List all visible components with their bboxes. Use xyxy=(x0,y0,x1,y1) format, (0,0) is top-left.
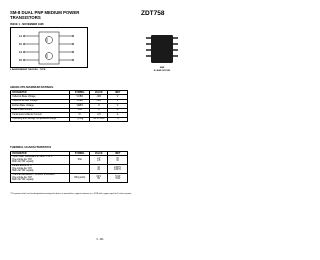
package-drawing xyxy=(143,29,183,67)
cell-symbol: ICM xyxy=(70,108,90,113)
cell-unit: V xyxy=(108,99,128,104)
pin-label: B1 xyxy=(19,43,23,46)
table-row xyxy=(11,156,128,165)
table-row xyxy=(11,174,128,183)
document-title: SM-8 DUAL PNP MEDIUM POWER TRANSISTORS xyxy=(10,10,80,21)
cell-parameter: Continuous Collector Current xyxy=(11,113,70,118)
header-unit: UNIT xyxy=(108,91,128,95)
header-value: VALUE xyxy=(90,152,108,156)
cell-parameter: Collector-Base Voltage xyxy=(11,95,70,100)
header-parameter: PARAMETER xyxy=(11,91,70,95)
abs-max-heading: ABSOLUTE MAXIMUM RATINGS. xyxy=(10,85,54,89)
header-value: VALUE xyxy=(90,91,108,95)
cell-value: -0.5 xyxy=(90,113,108,118)
cell-value: 2.0 2.5 xyxy=(90,156,108,165)
cell-symbol xyxy=(70,165,90,174)
cell-value: 62.5 50 xyxy=(90,174,108,183)
thermal-heading: THERMAL CHARACTERISTICS xyxy=(10,145,52,149)
cell-symbol: VCEO xyxy=(70,99,90,104)
cell-unit: W W xyxy=(108,156,128,165)
pin-label: B2 xyxy=(19,59,23,62)
table-row xyxy=(11,165,128,174)
header-unit: UNIT xyxy=(108,152,128,156)
cell-parameter: Emitter-Base Voltage xyxy=(11,104,70,109)
cell-symbol: IC xyxy=(70,113,90,118)
schematic-caption: 2 INDEPENDENT DEVICES - TYPE xyxy=(10,69,46,71)
part-number: ZDT758 xyxy=(141,10,165,17)
page-number: 3 - 341 xyxy=(96,239,104,241)
header-symbol: SYMBOL xyxy=(70,91,90,95)
cell-parameter: Peak Pulse Current xyxy=(11,108,70,113)
cell-symbol: Tj,Tstg xyxy=(70,117,90,122)
package-caption: SM8 8 LEAD SOT223 xyxy=(153,67,171,72)
table-row xyxy=(11,117,128,122)
thermal-table xyxy=(10,151,128,183)
issue-date: ISSUE 1 - NOVEMBER 1995 xyxy=(10,23,44,26)
cell-parameter: Operating and Storage Temperature Range xyxy=(11,117,70,122)
header-parameter: PARAMETER xyxy=(11,152,70,156)
cell-symbol: Rth(j-amb) xyxy=(70,174,90,183)
cell-unit: mW/°C mW/°C xyxy=(108,165,128,174)
pin-label: E1 xyxy=(19,35,23,38)
cell-unit: V xyxy=(108,95,128,100)
cell-value: 16 20 xyxy=(90,165,108,174)
cell-unit: A xyxy=(108,108,128,113)
cell-unit: A xyxy=(108,113,128,118)
package-image xyxy=(143,29,183,67)
header-symbol: SYMBOL xyxy=(70,152,90,156)
cell-unit: °C xyxy=(108,117,128,122)
cell-unit: V xyxy=(108,104,128,109)
cell-parameter: Thermal Resistance - Junction to Ambient* One single die 'ON' Both die 'ON' equally xyxy=(11,174,70,183)
footnote: * The power which can be dissipated assuming the device is mounted in a typical manner on a PCB with copper equal to 2 inches square. xyxy=(10,193,132,195)
cell-value: -400 xyxy=(90,95,108,100)
cell-parameter: Derate above 25°C* One single die 'ON' Both die 'ON' equally xyxy=(11,165,70,174)
pin-label: E2 xyxy=(19,51,23,54)
schematic-drawing xyxy=(11,28,89,69)
cell-value: -5 xyxy=(90,104,108,109)
cell-value: -1 xyxy=(90,108,108,113)
schematic-diagram xyxy=(10,27,88,68)
cell-symbol: VEBO xyxy=(70,104,90,109)
cell-parameter: Collector-Emitter Voltage xyxy=(11,99,70,104)
cell-unit: °C/W °C/W xyxy=(108,174,128,183)
cell-value: -55 to +150 xyxy=(90,117,108,122)
cell-parameter: Total Power Dissipation at Tamb = 25°C* One single die 'ON' Both die 'ON' equally xyxy=(11,156,70,165)
cell-value: -400 xyxy=(90,99,108,104)
cell-symbol: Ptot xyxy=(70,156,90,165)
cell-symbol: VCBO xyxy=(70,95,90,100)
abs-max-table xyxy=(10,90,128,122)
